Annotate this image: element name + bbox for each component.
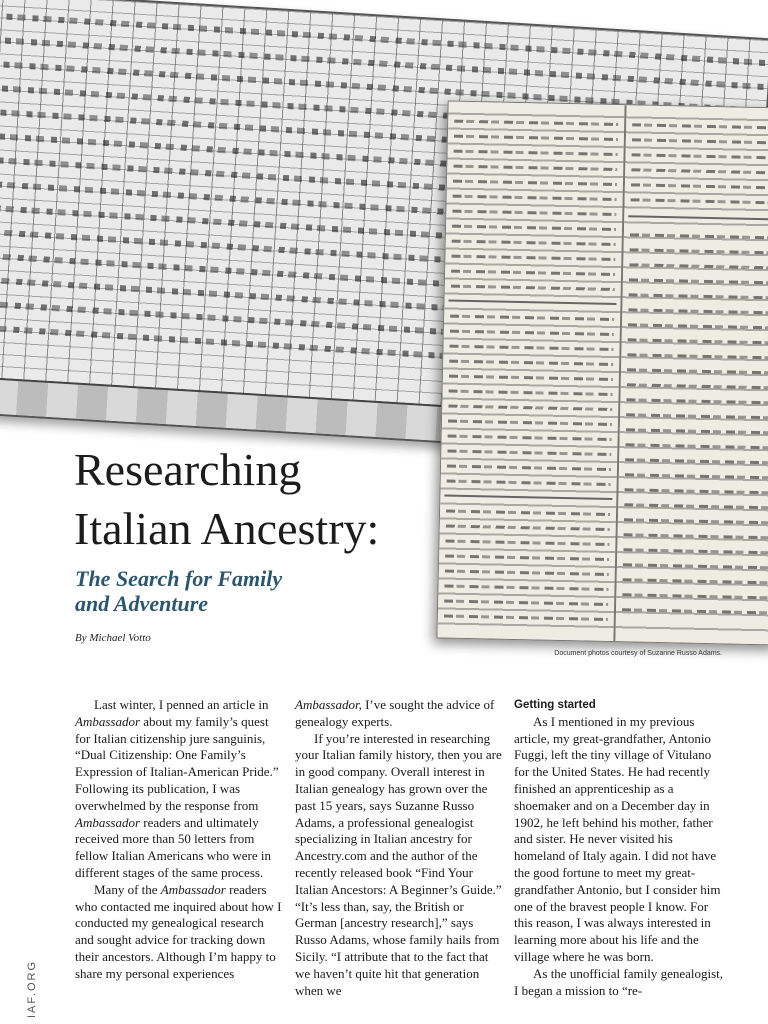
paragraph: If you’re interested in researching your Italian family history, then you are in good company. Overall interest in Italian genealogy has grown over the past 15 years, says Suzanne Russo Adams, a professional genealogist specializing in Italian ancestry for Ancestry.com and the author of the recently released book “Find Your Italian Ancestors: A Beginner’s Guide.” “It’s less than, say, the British or German [ancestry research],” says Russo Adams, whose family hails from Sicily. “I attribute that to the fact that we haven’t quite hit that generation when we [295, 730, 502, 998]
article-title [74, 440, 444, 558]
subtitle-line-1: The Search for Family [75, 566, 283, 591]
article-column-1 [75, 697, 283, 983]
subtitle-line-2: and Adventure [75, 591, 209, 616]
paragraph: Last winter, I penned an article in Ambassador about my family’s quest for Italian citizenship jure sanguinis, “Dual Citizenship: One Family’s Expression of Italian-American Pride.” Following its publication, I was overwhelmed by the response from Ambassador readers and ultimately received more than 50 letters from fellow Italian Americans who were in different stages of the same process. [75, 697, 279, 880]
photo-credit: Document photos courtesy of Suzanne Russo Adams. [554, 650, 722, 657]
handwritten-record-book-photo [436, 100, 768, 645]
site-url: IAF.ORG [26, 959, 38, 1018]
title-line-1: Researching [74, 444, 302, 495]
paragraph: As I mentioned in my previous article, my great-grandfather, Antonio Fuggi, left the tiny village of Vitulano for the United States. He had recently finished an apprenticeship as a shoemaker and on a December day in 1902, he left behind his mother, father and sister. He never visited his homeland of Italy again. I did not have the good fortune to meet my great-grandfather Antonio, but I consider him one of the bravest people I know. For this reason, I was always interested in learning more about his life and the village where he was born. [514, 713, 721, 964]
article-column-3 [514, 697, 724, 999]
paragraph: Many of the Ambassador readers who contacted me inquired about how I conducted my genealogical research and sought advice for tracking down their ancestors. Although I’m happy to share my personal experiences [75, 881, 282, 981]
article-column-2 [295, 697, 503, 999]
paragraph: As the unofficial family genealogist, I began a mission to “re- [514, 965, 724, 998]
paragraph: Ambassador, I’ve sought the advice of genealogy experts. [295, 697, 495, 729]
section-heading: Getting started [514, 699, 596, 711]
article-subtitle [75, 566, 375, 616]
title-line-2: Italian Ancestry: [74, 503, 380, 554]
byline: By Michael Votto [75, 632, 151, 644]
